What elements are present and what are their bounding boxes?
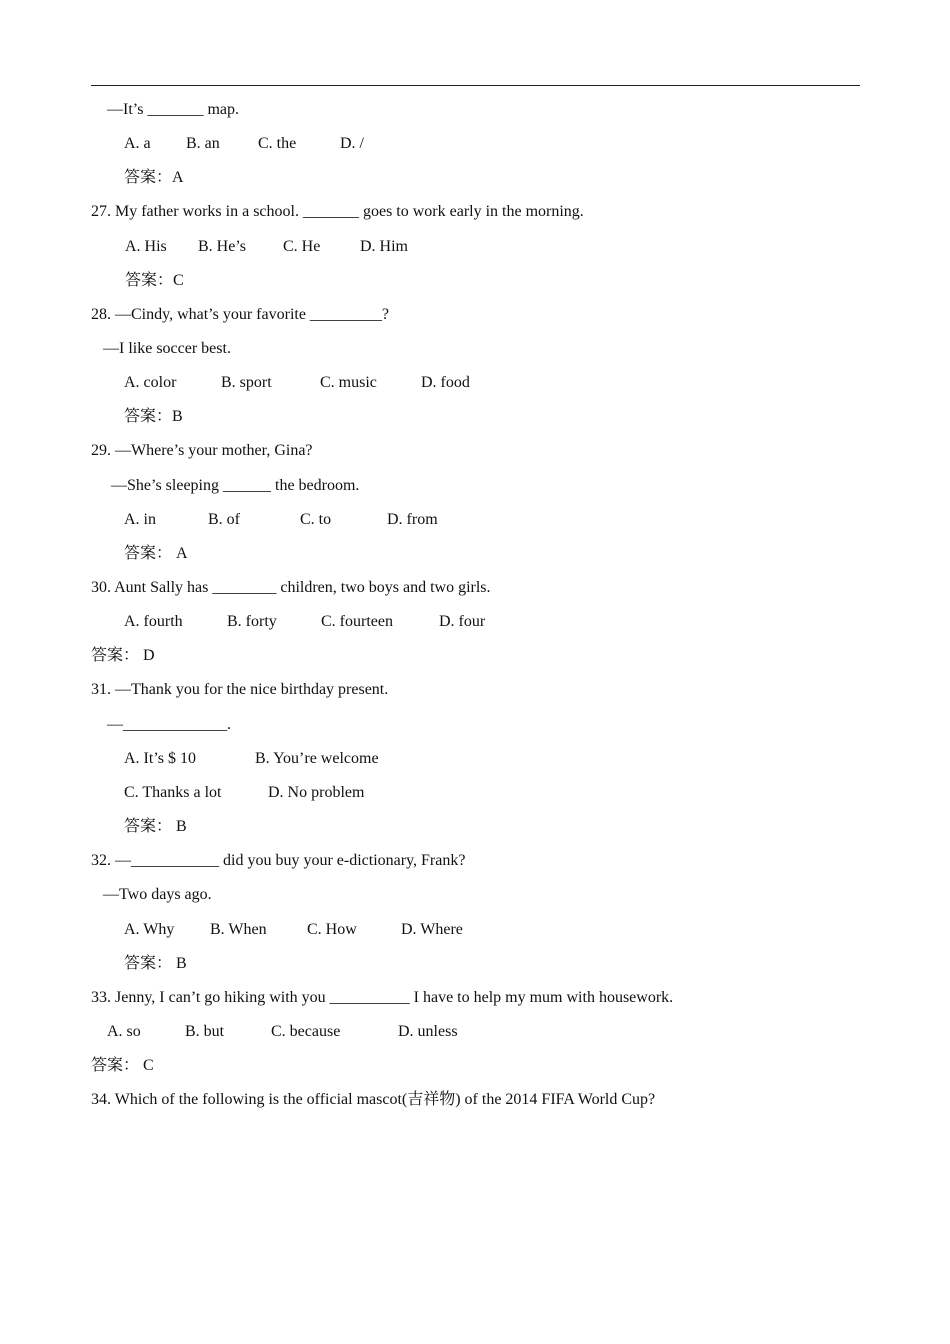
q31-option-a: A. It’s $ 10 (124, 750, 196, 767)
header-rule (91, 85, 860, 86)
q29-option-a: A. in (124, 511, 156, 528)
q28-option-a: A. color (124, 374, 177, 391)
q32-option-c: C. How (307, 921, 357, 938)
q31-option-b: B. You’re welcome (255, 750, 379, 767)
q28-reply: —I like soccer best. (103, 340, 231, 357)
q27-option-a: A. His (125, 238, 167, 255)
q30-stem: 30. Aunt Sally has ________ children, two boys and two girls. (91, 579, 491, 596)
q28-option-d: D. food (421, 374, 470, 391)
q28-answer: 答案：B (124, 408, 183, 425)
q32-answer: 答案： B (124, 955, 187, 972)
q27-option-b: B. He’s (198, 238, 246, 255)
q33-stem: 33. Jenny, I can’t go hiking with you __________ I have to help my mum with housework. (91, 989, 674, 1006)
q33-option-c: C. because (271, 1023, 341, 1040)
q28-option-b: B. sport (221, 374, 272, 391)
q26-reply: —It’s _______ map. (107, 101, 239, 118)
q27-answer: 答案：C (125, 272, 184, 289)
q26-answer: 答案：A (124, 169, 184, 186)
q30-option-b: B. forty (227, 613, 277, 630)
q32-option-b: B. When (210, 921, 267, 938)
q34-stem: 34. Which of the following is the official mascot(吉祥物) of the 2014 FIFA World Cup? (91, 1091, 656, 1108)
q30-option-d: D. four (439, 613, 486, 630)
q26-option-d: D. / (340, 135, 364, 152)
q26-option-b: B. an (186, 135, 220, 152)
q30-option-a: A. fourth (124, 613, 183, 630)
q29-option-d: D. from (387, 511, 438, 528)
q32-reply: —Two days ago. (103, 886, 212, 903)
q29-stem: 29. —Where’s your mother, Gina? (91, 442, 313, 459)
q32-stem: 32. —___________ did you buy your e-dictionary, Frank? (91, 852, 466, 869)
q33-answer: 答案： C (91, 1057, 154, 1074)
q29-reply: —She’s sleeping ______ the bedroom. (111, 477, 360, 494)
q26-option-c: C. the (258, 135, 297, 152)
q27-option-d: D. Him (360, 238, 408, 255)
q32-option-d: D. Where (401, 921, 463, 938)
q31-answer: 答案： B (124, 818, 187, 835)
q33-option-d: D. unless (398, 1023, 458, 1040)
q33-option-a: A. so (107, 1023, 141, 1040)
q31-option-c: C. Thanks a lot (124, 784, 222, 801)
q26-option-a: A. a (124, 135, 151, 152)
q29-answer: 答案： A (124, 545, 188, 562)
q30-answer: 答案： D (91, 647, 155, 664)
q28-stem: 28. —Cindy, what’s your favorite _________? (91, 306, 390, 323)
q27-option-c: C. He (283, 238, 321, 255)
q29-option-c: C. to (300, 511, 332, 528)
q30-option-c: C. fourteen (321, 613, 393, 630)
q33-option-b: B. but (185, 1023, 225, 1040)
q27-stem: 27. My father works in a school. _______ goes to work early in the morning. (91, 203, 584, 220)
q31-reply: —_____________. (107, 716, 231, 733)
q32-option-a: A. Why (124, 921, 175, 938)
q31-stem: 31. —Thank you for the nice birthday present. (91, 681, 389, 698)
q28-option-c: C. music (320, 374, 377, 391)
q31-option-d: D. No problem (268, 784, 365, 801)
q29-option-b: B. of (208, 511, 240, 528)
